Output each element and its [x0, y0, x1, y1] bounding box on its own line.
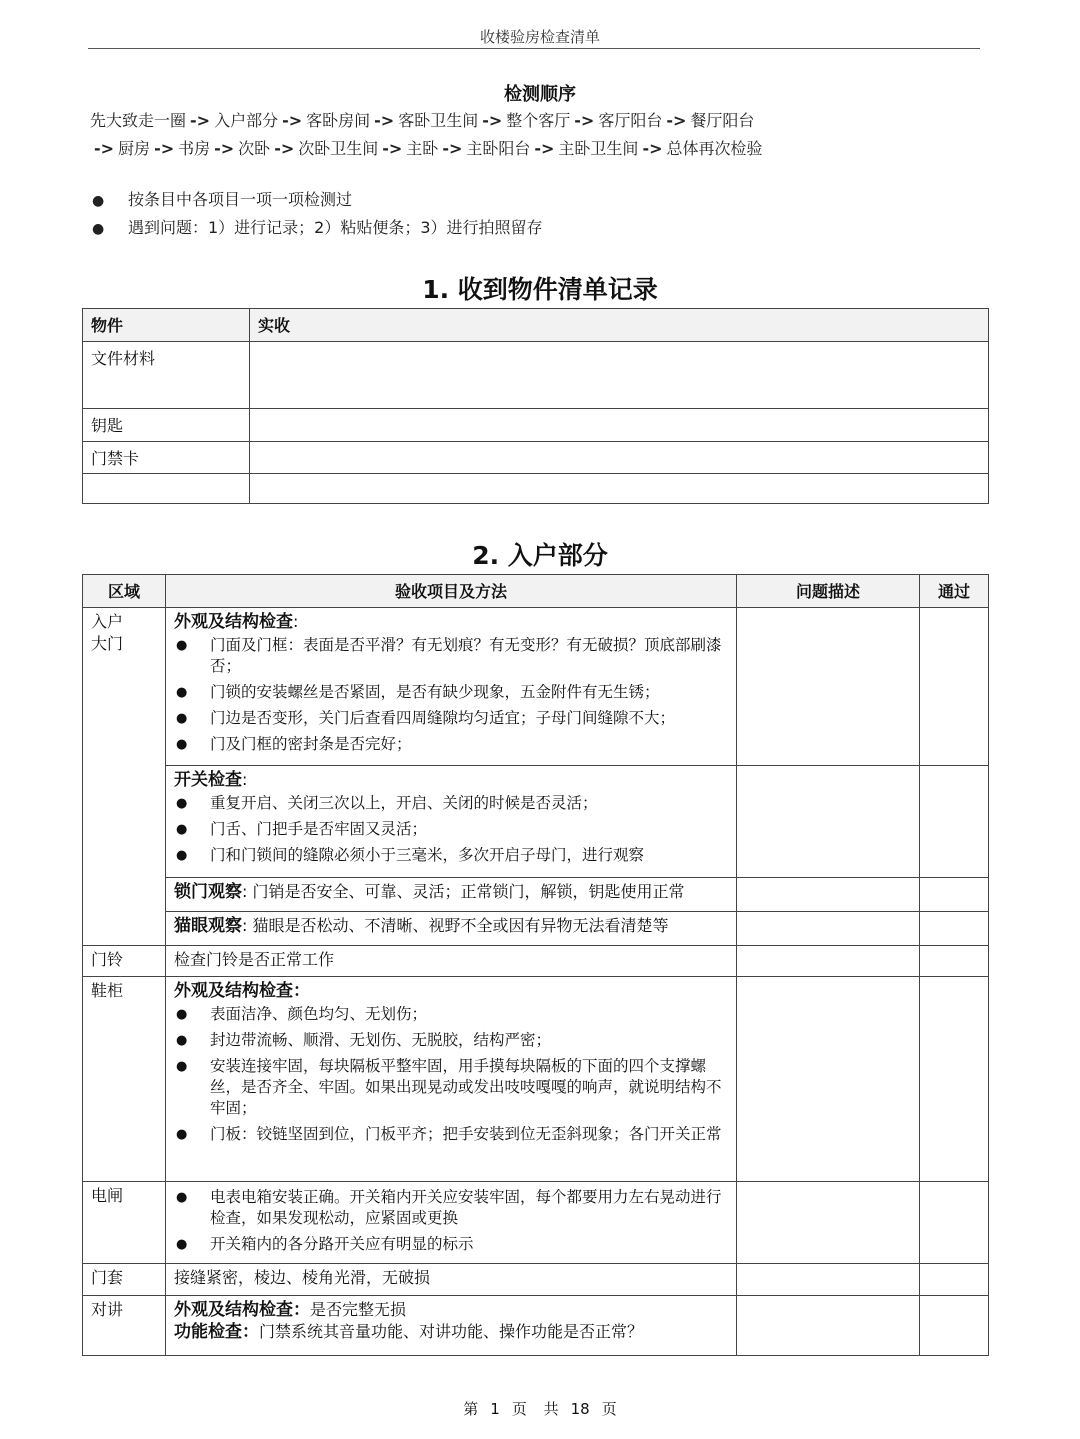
arrow-icon: ->	[442, 139, 463, 158]
table-row	[83, 912, 989, 946]
sequence-step: 客卧卫生间	[398, 111, 479, 130]
page-number: 1	[490, 1400, 500, 1418]
table-row	[83, 474, 989, 504]
area-intercom: 对讲	[83, 1296, 166, 1356]
table-row	[83, 1182, 989, 1264]
table-row	[83, 878, 989, 912]
issue-cell[interactable]	[737, 608, 920, 766]
section2-title: 2. 入户部分	[472, 541, 608, 570]
arrow-icon: ->	[382, 139, 403, 158]
breaker-check	[166, 1182, 737, 1264]
column-header-received: 实收	[250, 309, 989, 342]
table-row	[83, 442, 989, 474]
note-item: ● 按条目中各项目一项一项检测过	[92, 190, 353, 209]
sequence-step: 次卧卫生间	[298, 139, 379, 158]
header-divider	[88, 48, 980, 49]
arrow-icon: ->	[642, 139, 663, 158]
issue-cell[interactable]	[737, 878, 920, 912]
issue-cell[interactable]	[737, 1296, 920, 1356]
area-doorbell: 门铃	[83, 946, 166, 977]
sequence-step: 先大致走一圈	[90, 111, 187, 130]
sequence-line-2	[90, 136, 763, 159]
door-switch-check: 开关检查: ● 重复开启、关闭三次以上，开启、关闭的时候是否灵活； ● 门舌、门把手是否牢固又灵活； ● 门和门锁间的缝隙必须小于三毫米，多次开启子母门，进行观察	[166, 766, 737, 878]
sequence-step: 主卧卫生间	[558, 139, 639, 158]
door-appearance-check: 外观及结构检查: ● 门面及门框：表面是否平滑？有无划痕？有无变形？有无破损？顶底部刷漆否； ● 门锁的安装螺丝是否紧固，是否有缺少现象，五金附件有无生锈； ● 门边是否变形，关门后查看四周缝隙均匀适宜；子母门间缝隙不大； ● 门及门框的密封条是否完好；	[166, 608, 737, 766]
door-frame-check: 接缝紧密，棱边、棱角光滑，无破损	[166, 1264, 737, 1296]
issue-cell[interactable]	[737, 912, 920, 946]
sequence-step: 客卧房间	[306, 111, 371, 130]
table-row	[83, 409, 989, 442]
received-cell[interactable]	[250, 409, 989, 442]
arrow-icon: ->	[374, 111, 395, 130]
sequence-step: 总体再次检验	[666, 139, 763, 158]
door-appearance-list: ● 门面及门框：表面是否平滑？有无划痕？有无变形？有无破损？顶底部刷漆否； ● 门锁的安装螺丝是否紧固，是否有缺少现象，五金附件有无生锈； ● 门边是否变形，关门后查看四周缝隙均匀适宜；子母门间缝隙不大； ● 门及门框的密封条是否完好；	[174, 635, 728, 755]
arrow-icon: ->	[274, 139, 295, 158]
peephole-check: 猫眼观察: 猫眼是否松动、不清晰、视野不全或因有异物无法看清楚等	[166, 912, 737, 946]
arrow-icon: ->	[282, 111, 303, 130]
notes-list	[92, 188, 543, 244]
arrow-icon: ->	[190, 111, 211, 130]
issue-cell[interactable]	[737, 1182, 920, 1264]
received-cell[interactable]	[250, 442, 989, 474]
arrow-icon: ->	[214, 139, 235, 158]
sequence-step: 主卧	[406, 139, 439, 158]
issue-cell[interactable]	[737, 1264, 920, 1296]
column-header-issue: 问题描述	[737, 575, 920, 608]
issue-cell[interactable]	[737, 946, 920, 977]
sequence-step: 餐厅阳台	[690, 111, 755, 130]
table-row	[83, 1296, 989, 1356]
table-row	[83, 608, 989, 766]
issue-cell[interactable]	[737, 766, 920, 878]
sequence-step: 整个客厅	[506, 111, 571, 130]
intercom-check: 外观及结构检查：是否完整无损 功能检查：门禁系统其音量功能、对讲功能、操作功能是否正常？	[166, 1296, 737, 1356]
door-switch-list: ● 重复开启、关闭三次以上，开启、关闭的时候是否灵活； ● 门舌、门把手是否牢固又灵活； ● 门和门锁间的缝隙必须小于三毫米，多次开启子母门，进行观察	[174, 793, 728, 866]
pass-cell[interactable]	[920, 1182, 989, 1264]
table-row	[83, 1264, 989, 1296]
arrow-icon: ->	[94, 139, 115, 158]
area-door-frame: 门套	[83, 1264, 166, 1296]
section1-title: 1. 收到物件清单记录	[422, 275, 658, 304]
table-row	[83, 342, 989, 409]
shoe-cabinet-list: ● 表面洁净、颜色均匀、无划伤； ● 封边带流畅、顺滑、无划伤、无脱胶，结构严密； ● 安装连接牢固，每块隔板平整牢固，用手摸每块隔板的下面的四个支撑螺丝，是否齐全、牢固。如果出现晃动或发出吱吱嘎嘎的响声，就说明结构不牢固； ● 门板：铰链坚固到位，门板平齐；把手安装到位无歪斜现象；各门开关正常	[174, 1004, 728, 1145]
item-name	[83, 474, 250, 504]
total-pages: 18	[570, 1400, 590, 1418]
received-cell[interactable]	[250, 342, 989, 409]
door-lock-check: 锁门观察: 门销是否安全、可靠、灵活；正常锁门，解锁，钥匙使用正常	[166, 878, 737, 912]
column-header-method: 验收项目及方法	[166, 575, 737, 608]
table-row	[83, 977, 989, 1182]
arrow-icon: ->	[666, 111, 687, 130]
arrow-icon: ->	[534, 139, 555, 158]
entrance-inspection-table	[82, 574, 989, 1356]
area-entrance-door: 入户 大门	[83, 608, 166, 946]
column-header-pass: 通过	[920, 575, 989, 608]
doorbell-check: 检查门铃是否正常工作	[166, 946, 737, 977]
page-footer: 第 1 页 共 18 页	[463, 1400, 617, 1418]
sequence-step: 主卧阳台	[466, 139, 531, 158]
sequence-step: 厨房	[118, 139, 151, 158]
page-header-title: 收楼验房检查清单	[479, 28, 600, 46]
item-name: 钥匙	[83, 409, 250, 442]
breaker-list: ● 电表电箱安装正确。开关箱内开关应安装牢固，每个都要用力左右晃动进行检查，如果发现松动，应紧固或更换 ● 开关箱内的各分路开关应有明显的标示	[174, 1187, 728, 1255]
area-breaker: 电闸	[83, 1182, 166, 1264]
pass-cell[interactable]	[920, 1264, 989, 1296]
column-header-item: 物件	[83, 309, 250, 342]
pass-cell[interactable]	[920, 766, 989, 878]
sequence-step: 书房	[178, 139, 211, 158]
arrow-icon: ->	[154, 139, 175, 158]
note-item: ● 遇到问题：1）进行记录；2）粘贴便条；3）进行拍照留存	[92, 218, 543, 237]
sequence-step: 客厅阳台	[598, 111, 663, 130]
item-name: 文件材料	[83, 342, 250, 409]
issue-cell[interactable]	[737, 977, 920, 1182]
item-name: 门禁卡	[83, 442, 250, 474]
arrow-icon: ->	[482, 111, 503, 130]
sequence-step: 次卧	[238, 139, 271, 158]
arrow-icon: ->	[574, 111, 595, 130]
pass-cell[interactable]	[920, 977, 989, 1182]
sequence-title: 检测顺序	[504, 84, 576, 105]
sequence-step: 入户部分	[214, 111, 279, 130]
items-received-table	[82, 308, 989, 504]
pass-cell[interactable]	[920, 878, 989, 912]
pass-cell[interactable]	[920, 946, 989, 977]
sequence-line-1	[90, 108, 754, 131]
pass-cell[interactable]	[920, 1296, 989, 1356]
pass-cell[interactable]	[920, 608, 989, 766]
area-shoe-cabinet: 鞋柜	[83, 977, 166, 1182]
pass-cell[interactable]	[920, 912, 989, 946]
received-cell[interactable]	[250, 474, 989, 504]
column-header-area: 区域	[83, 575, 166, 608]
shoe-cabinet-check: 外观及结构检查： ● 表面洁净、颜色均匀、无划伤； ● 封边带流畅、顺滑、无划伤、无脱胶，结构严密； ● 安装连接牢固，每块隔板平整牢固，用手摸每块隔板的下面的四个支撑螺丝，是否齐全、牢固。如果出现晃动或发出吱吱嘎嘎的响声，就说明结构不牢固； ● 门板：铰链坚固到位，门板平齐；把手安装到位无歪斜现象；各门开关正常	[166, 977, 737, 1182]
table-row	[83, 766, 989, 878]
table-row	[83, 946, 989, 977]
